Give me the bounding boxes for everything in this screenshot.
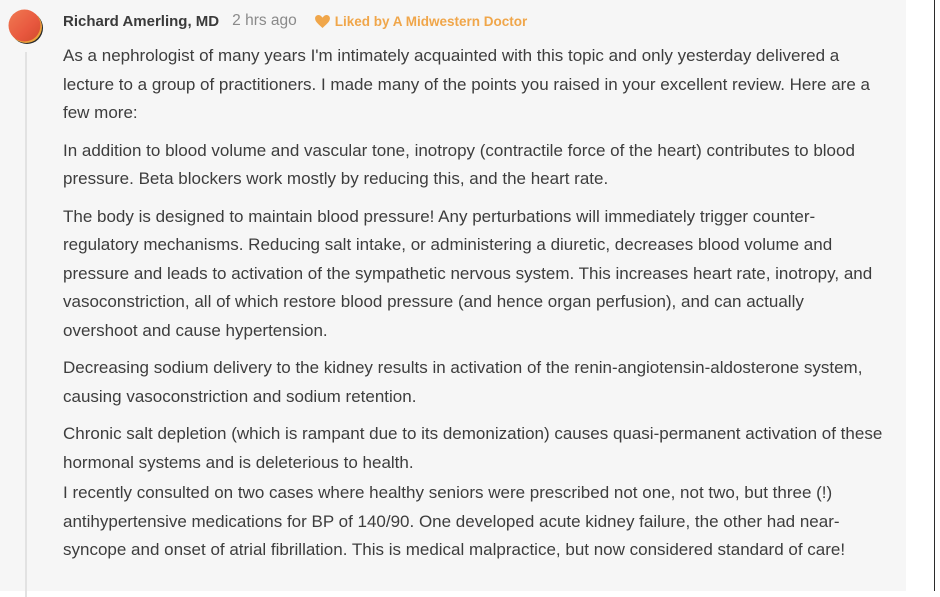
comment-paragraph: In addition to blood volume and vascular tone, inotropy (contractile force of the heart) contributes to blood pressure. Beta blockers work mostly by reducing this, and the heart rate. (63, 140, 855, 188)
comment-paragraph: The body is designed to maintain blood pressure! Any perturbations will immediately trigger counter-regulatory mechanisms. Reducing salt intake, or administering a diuretic, decreases blood volume and pressure and leads to activation of the sympathetic nervous system. This increases heart rate, inotropy, and vasoconstriction, all of which restore blood pressure (and hence organ perfusion), and can actually overshoot and cause hypertension. (63, 206, 873, 340)
window-edge (934, 0, 935, 591)
comment-meta (63, 10, 527, 32)
comment-body (63, 42, 883, 574)
comment-paragraph: Chronic salt depletion (which is rampant due to its demonization) causes quasi-permanent activation of these hormonal systems and is deleterious to health. (63, 424, 883, 472)
avatar-icon (7, 8, 44, 45)
heart-icon (315, 15, 330, 28)
comment-paragraph: Decreasing sodium delivery to the kidney results in activation of the renin-angiotensin-aldosterone system, causing vasoconstriction and sodium retention. (63, 358, 863, 406)
timestamp[interactable]: 2 hrs ago (232, 12, 297, 29)
author-avatar[interactable] (7, 8, 44, 45)
comment-paragraph: I recently consulted on two cases where healthy seniors were prescribed not one, not two, but three (!) antihypertensive medications for BP of 140/90. One developed acute kidney failure, the other had near-syncope and onset of atrial fibrillation. This is medical malpractice, but now considered standard of care! (63, 483, 846, 559)
thread-line[interactable] (25, 52, 27, 597)
liked-by-badge (315, 14, 528, 29)
author-name[interactable]: Richard Amerling, MD (63, 12, 220, 30)
liked-by-text: Liked by A Midwestern Doctor (334, 13, 528, 29)
comment-paragraph: As a nephrologist of many years I'm intimately acquainted with this topic and only yesterday delivered a lecture to a group of practitioners. I made many of the points you raised in your excellent review. Here are a few more: (63, 46, 870, 122)
